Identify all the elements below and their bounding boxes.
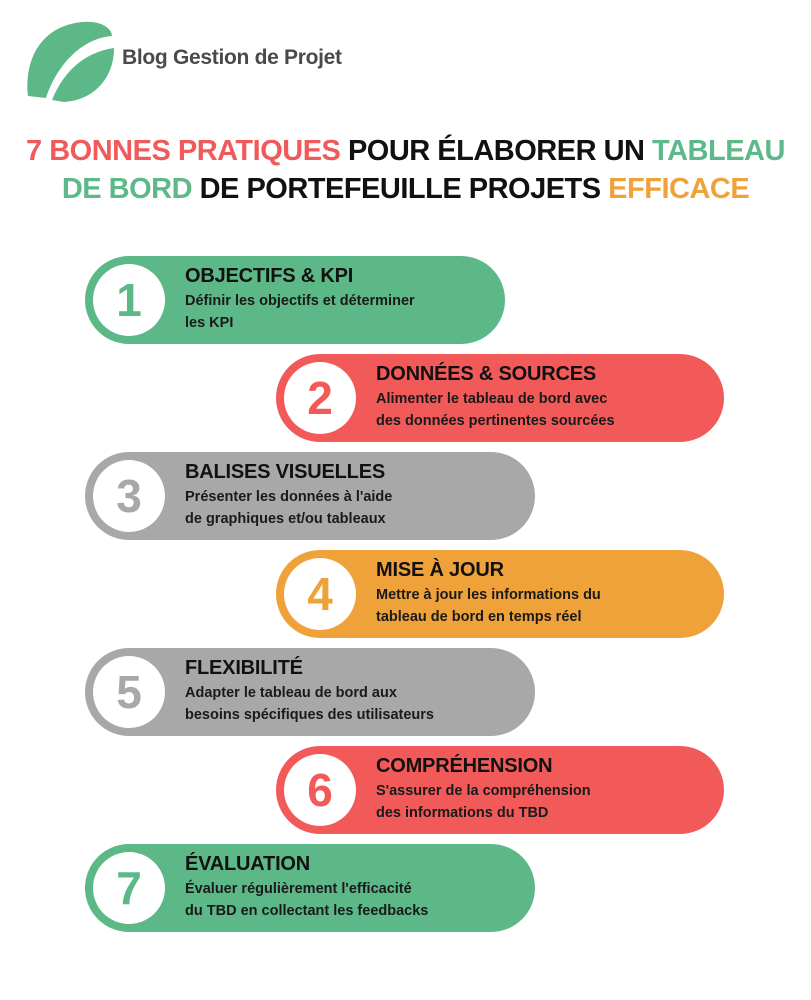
title-part-1: 7 BONNES PRATIQUES: [26, 135, 341, 167]
item-description: Mettre à jour les informations du tableau de bord en temps réel: [376, 587, 601, 625]
item-description: Alimenter le tableau de bord avec des données pertinentes sourcées: [376, 391, 615, 429]
item-number: 7: [116, 862, 142, 914]
title-part-4: DE BORD: [61, 173, 193, 205]
item-description: S'assurer de la compréhension des informations du TBD: [376, 783, 591, 821]
number-badge: [93, 656, 165, 728]
item-number: 3: [116, 470, 142, 522]
item-description: Évaluer régulièrement l'efficacité du TBD en collectant les feedbacks: [185, 881, 429, 919]
item-number: 1: [116, 274, 142, 326]
item-heading: DONNÉES & SOURCES: [376, 363, 596, 385]
item-heading: MISE À JOUR: [376, 559, 504, 581]
item-number: 2: [307, 372, 333, 424]
title-part-5: DE PORTEFEUILLE PROJETS: [192, 173, 609, 205]
item-heading: BALISES VISUELLES: [185, 461, 385, 483]
title-part-2: POUR ÉLABORER UN: [340, 135, 653, 167]
practice-item-3: [85, 452, 535, 540]
brand-name: Blog Gestion de Projet: [122, 46, 342, 69]
item-heading: OBJECTIFS & KPI: [185, 265, 354, 287]
number-badge: [93, 264, 165, 336]
practice-item-7: [85, 844, 535, 932]
page-title: [0, 132, 811, 208]
number-badge: [284, 558, 356, 630]
practice-item-2: [276, 354, 724, 442]
leaf-logo-icon: [24, 18, 114, 102]
practice-item-4: [276, 550, 724, 638]
item-description: Adapter le tableau de bord aux besoins spécifiques des utilisateurs: [185, 685, 434, 723]
item-heading: ÉVALUATION: [185, 853, 311, 875]
title-part-3: TABLEAU: [652, 135, 785, 167]
practice-item-6: [276, 746, 724, 834]
practice-item-5: [85, 648, 535, 736]
title-part-6: EFFICACE: [608, 173, 750, 205]
item-number: 4: [307, 568, 333, 620]
item-heading: FLEXIBILITÉ: [185, 657, 303, 679]
item-number: 6: [307, 764, 333, 816]
item-description: Présenter les données à l'aide de graphiques et/ou tableaux: [185, 489, 393, 527]
number-badge: [284, 754, 356, 826]
number-badge: [284, 362, 356, 434]
number-badge: [93, 460, 165, 532]
item-description: Définir les objectifs et déterminer les KPI: [185, 293, 415, 331]
item-number: 5: [116, 666, 142, 718]
item-heading: COMPRÉHENSION: [376, 755, 553, 777]
practice-item-1: [85, 256, 505, 344]
number-badge: [93, 852, 165, 924]
